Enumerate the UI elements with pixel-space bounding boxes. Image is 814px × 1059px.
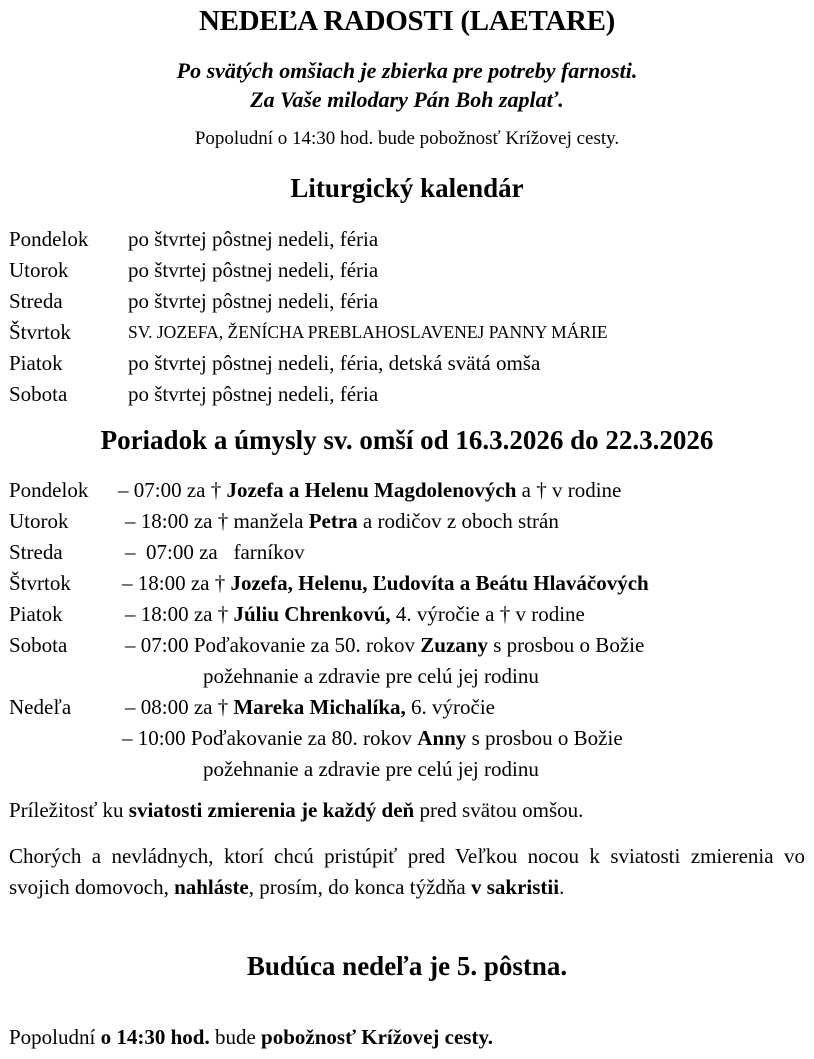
intention-text: – 18:00 za † <box>122 571 231 595</box>
intention-text: s prosbou o Božie <box>487 633 645 657</box>
intention-text: – 07:00 za † <box>118 478 227 502</box>
intention-text: – 18:00 za † <box>125 602 234 626</box>
intention-text: – 18:00 za † manžela <box>125 509 309 533</box>
intention-text: a † v rodine <box>516 478 622 502</box>
intention-text: – 08:00 za † <box>125 695 234 719</box>
intention-name: Zuzany <box>420 633 488 657</box>
calendar-day: Sobota <box>9 382 68 406</box>
calendar-day: Pondelok <box>9 227 89 251</box>
calendar-text: po štvrtej pôstnej nedeli, féria <box>128 258 379 282</box>
intention-name: Júliu Chrenkovú, <box>233 602 391 626</box>
intention-text: s prosbou o Božie <box>466 726 623 750</box>
footer-note <box>9 1022 805 1053</box>
footer-text: bude <box>209 1025 262 1049</box>
mass-intention <box>125 692 495 723</box>
page-title: NEDEĽA RADOSTI (LAETARE) <box>198 5 616 37</box>
calendar-text: po štvrtej pôstnej nedeli, féria <box>128 382 379 406</box>
mass-intention <box>122 723 623 754</box>
mass-intention <box>125 506 559 537</box>
footer-emphasis: pobožnosť Krížovej cesty. <box>261 1025 494 1049</box>
intention-text: 4. výročie a † v rodine <box>390 602 585 626</box>
intention-text: a rodičov z oboch strán <box>357 509 559 533</box>
calendar-text: SV. JOZEFA, ŽENÍCHA PREBLAHOSLAVENEJ PANNY MÁRIE <box>128 322 608 342</box>
mass-intention <box>125 599 585 630</box>
confession-paragraph <box>9 795 805 826</box>
mass-intention: – 07:00 za farníkov <box>125 540 305 564</box>
confession-text: pred svätou omšou. <box>414 798 584 822</box>
sick-text: , prosím, do konca týždňa <box>248 875 471 899</box>
calendar-day: Streda <box>9 289 63 313</box>
mass-day: Sobota <box>9 633 68 657</box>
next-sunday-heading: Budúca nedeľa je 5. pôstna. <box>246 951 568 981</box>
mass-day: Nedeľa <box>9 695 72 719</box>
mass-day: Streda <box>9 540 63 564</box>
confession-text: Príležitosť ku <box>9 798 129 822</box>
intention-name: Jozefa, Helenu, Ľudovíta a Beátu Hlaváčových <box>230 571 649 595</box>
calendar-heading: Liturgický kalendár <box>290 173 524 203</box>
calendar-text: po štvrtej pôstnej nedeli, féria, detská svätá omša <box>128 351 541 375</box>
mass-day: Piatok <box>9 602 63 626</box>
mass-day: Štvrtok <box>9 571 71 595</box>
confession-emphasis: sviatosti zmierenia je každý deň <box>128 798 415 822</box>
mass-intention <box>122 568 649 599</box>
intention-name: Mareka Michalíka, <box>233 695 406 719</box>
footer-text: Popoludní <box>9 1025 101 1049</box>
mass-day: Pondelok <box>9 478 89 502</box>
collection-notice: Po svätých omšiach je zbierka pre potreby farnosti. <box>176 58 638 83</box>
sick-text: Chorých a nevládnych, ktorí chcú pristúpiť pred Veľkou nocou k sviatosti zmierenia vo svojich domovoch, <box>9 844 805 899</box>
intention-name: Jozefa a Helenu Magdolenových <box>226 478 517 502</box>
calendar-text: po štvrtej pôstnej nedeli, féria <box>128 227 379 251</box>
mass-day: Utorok <box>9 509 69 533</box>
intention-name: Anny <box>417 726 467 750</box>
sick-emphasis: nahláste <box>174 875 249 899</box>
footer-emphasis: o 14:30 hod. <box>100 1025 210 1049</box>
intention-name: Petra <box>308 509 358 533</box>
mass-intention <box>118 475 621 506</box>
mass-intention: požehnanie a zdravie pre celú jej rodinu <box>203 757 539 781</box>
intention-text: – 07:00 Poďakovanie za 50. rokov <box>125 633 421 657</box>
sick-text: . <box>559 875 565 899</box>
calendar-day: Piatok <box>9 351 63 375</box>
calendar-day: Štvrtok <box>9 320 71 344</box>
calendar-day: Utorok <box>9 258 69 282</box>
mass-intention: požehnanie a zdravie pre celú jej rodinu <box>203 664 539 688</box>
mass-intention <box>125 630 644 661</box>
sick-visits-paragraph <box>9 841 805 903</box>
intention-text: 6. výročie <box>405 695 495 719</box>
calendar-text: po štvrtej pôstnej nedeli, féria <box>128 289 379 313</box>
mass-schedule-heading: Poriadok a úmysly sv. omší od 16.3.2026 do 22.3.2026 <box>100 425 714 455</box>
thanks-notice: Za Vaše milodary Pán Boh zaplať. <box>250 87 564 112</box>
stations-note: Popoludní o 14:30 hod. bude pobožnosť Krížovej cesty. <box>194 128 620 149</box>
intention-text: – 10:00 Poďakovanie za 80. rokov <box>122 726 418 750</box>
sick-emphasis: v sakristii <box>470 875 560 899</box>
